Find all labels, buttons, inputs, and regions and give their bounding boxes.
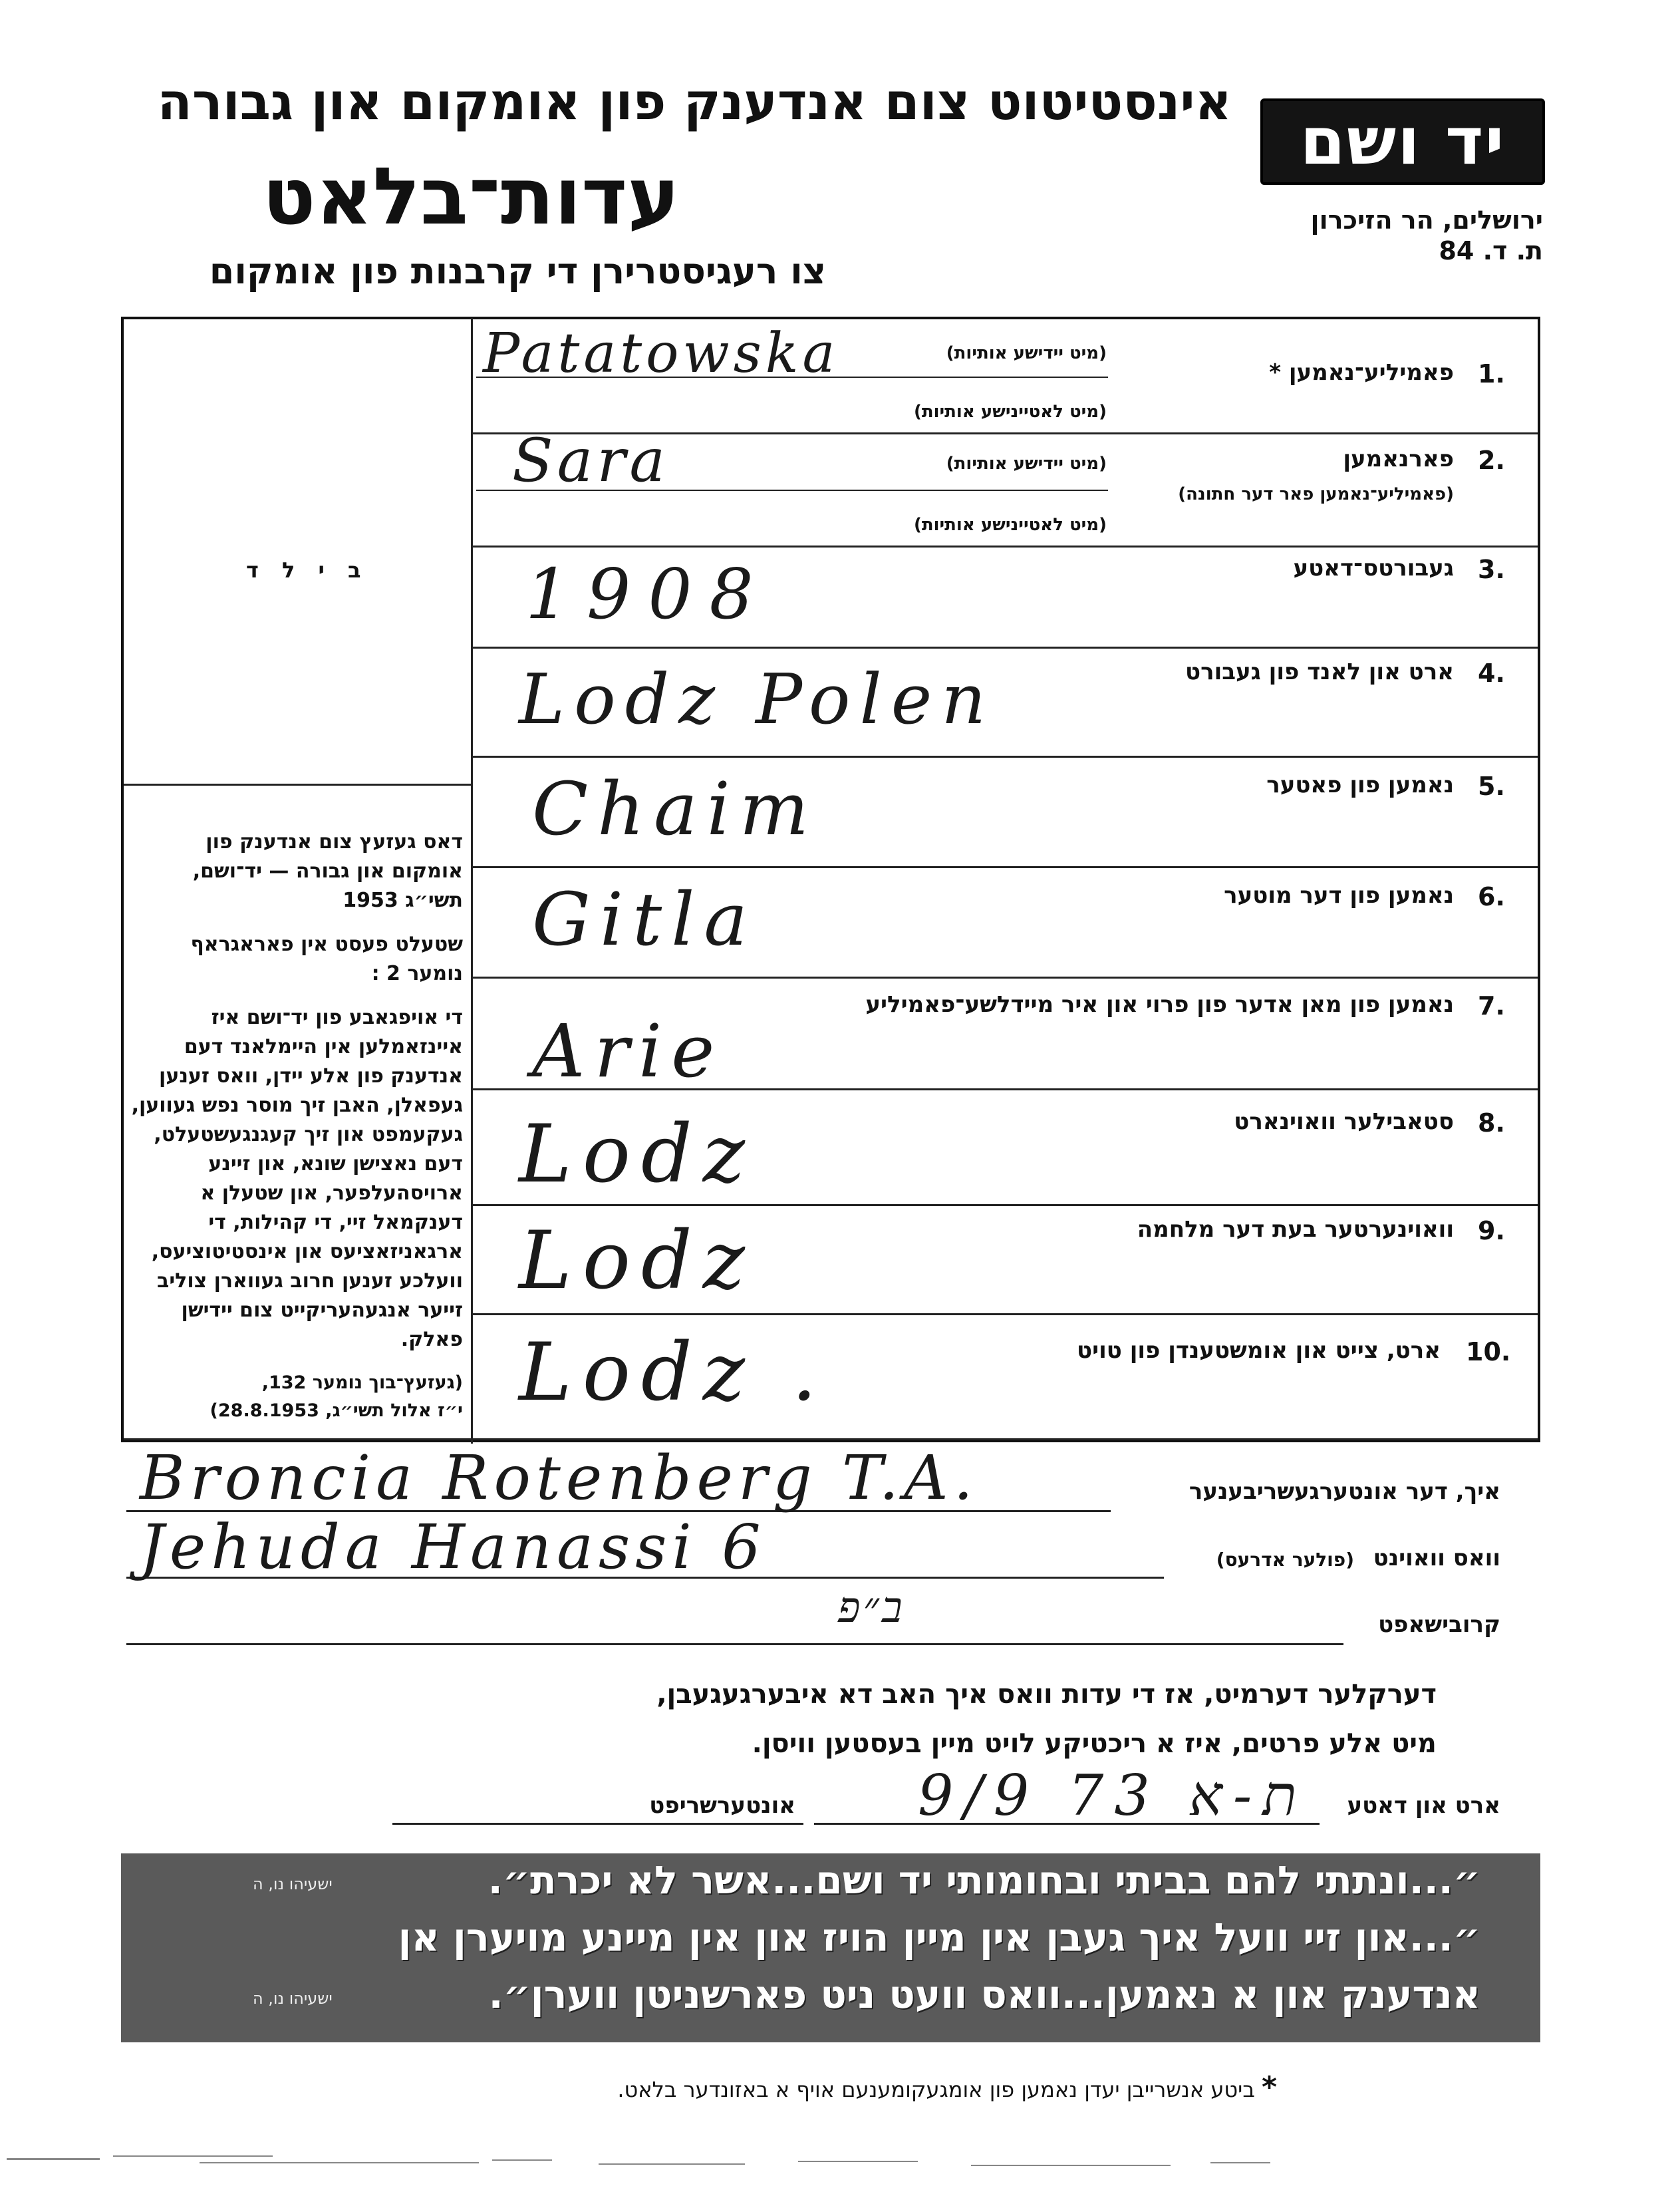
law-citation xyxy=(130,1369,463,1425)
field-number: 4. xyxy=(1478,659,1505,688)
note-latin-letters: (מיט לאטיינישע אותיות) xyxy=(913,515,1107,535)
law-intro: דאס געזעץ צום אנדענק פון אומקום און גבורה — יד־ושם, תשי״ג 1953 xyxy=(192,830,463,912)
value-first-name[interactable]: Sara xyxy=(512,426,669,496)
value-birth-place[interactable]: Lodz Polen xyxy=(519,659,996,740)
relationship-line xyxy=(126,1643,1343,1645)
scan-noise xyxy=(0,2149,1680,2175)
footnote xyxy=(412,2070,1277,2104)
field-label-wartime-residence: וואוינערטער בעת דער מלחמה xyxy=(1137,1216,1454,1243)
value-place-date[interactable]: 9/9 73 ת-א xyxy=(918,1763,1308,1828)
row-divider xyxy=(472,546,1538,548)
row-divider xyxy=(472,1313,1538,1315)
field-number: 3. xyxy=(1478,555,1505,584)
page-subtitle: צו רעגיסטרירן די קרבנות פון אומקום xyxy=(209,250,826,292)
law-citation-date: י״ז אלול תשי״ג, 28.8.1953) xyxy=(210,1400,463,1421)
declaration-line-2: מיט אלע פרטים, איז א ריכטיקע לויט מיין בעסטען וויסן. xyxy=(752,1728,1437,1759)
field-label-mother-name: נאמען פון דער מוטער xyxy=(1224,882,1454,909)
banner-quote-yiddish-2: אנדענק און א נאמען...וואס וועט ניט פארשניטן ווערן״. xyxy=(488,1972,1480,2017)
institute-title: אינסטיטוט צום אנדענק פון אומקום און גבורה xyxy=(157,72,1232,131)
signature-line-left xyxy=(392,1823,612,1825)
law-body: די אויפגאבע פון יד־ושם איז איינזאמלען אין היימלאנד דעם אנדענק פון אלע יידן, וואס זענען געפאלן, האבן זיך מוסר נפש געווען, געקעמפט און זיך קעגנגעשטעלט, דעם נאצישן שונא, און זיינע ארויסהעלפער, און שטעלן א דענקמאל זיי, די קהילות, די ארגאניזאציעס און אינסטיטוציעס, וועלכע זענען חרוב געווארן צוליב זייער אנגעהעריקייט צום יידישן פאלק. xyxy=(131,1006,463,1351)
note-maiden-name: (פאמיליע־נאמען פאר דער חתונה) xyxy=(1178,484,1454,504)
value-undersigned[interactable]: Broncia Rotenberg T.A. xyxy=(140,1442,978,1513)
banner-quote-yiddish-1: ״...און זיי וועל איך געבן אין מיין הויז און אין מיינע מויערן אן xyxy=(398,1915,1480,1960)
value-spouse-name[interactable]: Arie xyxy=(532,1009,724,1094)
left-panel-divider xyxy=(471,318,473,1444)
field-label-birth-place: ארט און לאנד פון געבורט xyxy=(1185,659,1454,685)
note-yiddish-letters: (מיט יידישע אותיות) xyxy=(946,343,1107,363)
banner-quote-hebrew: ״...ונתתי להם בביתי ובחומותי יד ושם...אשר לא יכרת״. xyxy=(488,1857,1480,1903)
photo-box-bottom xyxy=(124,784,471,786)
yad-vashem-logo xyxy=(1260,98,1545,185)
logo-text: יד ושם xyxy=(1300,104,1506,180)
row-divider xyxy=(472,866,1538,868)
signature-line-right xyxy=(612,1823,803,1825)
label-relationship: קרובישאפט xyxy=(1378,1611,1500,1638)
value-death-circumstances[interactable]: Lodz . xyxy=(519,1327,828,1419)
note-yiddish-letters: (מיט יידישע אותיות) xyxy=(946,454,1107,474)
address-line: ירושלים, הר הזיכרון xyxy=(1310,206,1543,235)
field-label-death-circumstances: ארט, צייט און אומשטענדן פון טויט xyxy=(1076,1337,1441,1364)
field-label-first-name: פארנאמען xyxy=(1343,446,1454,472)
banner-ref-2: ישעיהו נו, ה xyxy=(253,1989,333,2008)
field-number: 7. xyxy=(1478,991,1505,1021)
label-signature: אונטערשריפט xyxy=(649,1792,795,1819)
field-number: 1. xyxy=(1478,359,1505,389)
po-box-line: ת. ד. 84 xyxy=(1439,236,1543,265)
field-number: 5. xyxy=(1478,772,1505,801)
field-number: 10. xyxy=(1466,1337,1511,1366)
field-label-family-name: פאמיליע־נאמען * xyxy=(1269,359,1454,386)
value-address[interactable]: Jehuda Hanassi 6 xyxy=(140,1511,766,1583)
note-latin-letters: (מיט לאטיינישע אותיות) xyxy=(913,402,1107,422)
value-wartime-residence[interactable]: Lodz xyxy=(519,1215,756,1307)
label-address: וואס וואוינט xyxy=(1373,1545,1500,1571)
field-number: 9. xyxy=(1478,1216,1505,1245)
field-number: 8. xyxy=(1478,1108,1505,1138)
note-full-address: (פולער אדרעס) xyxy=(1216,1549,1354,1571)
row-divider xyxy=(472,977,1538,979)
label-place-date: ארט און דאטע xyxy=(1347,1792,1500,1819)
value-father-name[interactable]: Chaim xyxy=(532,766,819,852)
photo-label: ב י ל ד xyxy=(246,557,369,583)
value-relationship[interactable]: ב״פ xyxy=(838,1583,905,1633)
field-label-permanent-residence: סטאבילער וואוינארט xyxy=(1234,1108,1454,1135)
field-number: 2. xyxy=(1478,446,1505,475)
field-number: 6. xyxy=(1478,882,1505,911)
value-birth-date[interactable]: 1908 xyxy=(525,553,771,635)
law-paragraph-ref: שטעלט פעסט אין פאראגראף נומער 2 : xyxy=(190,933,463,985)
page-title: עדות־בלאט xyxy=(262,150,680,242)
field-label-father-name: נאמען פון פאטער xyxy=(1266,772,1454,798)
form-section-divider xyxy=(124,1438,1538,1440)
footnote-text: ביטע אנשרייבן יעדן נאמען פון אומגעקומענעם אויף א באזונדער בלאט. xyxy=(617,2077,1255,2102)
value-family-name[interactable]: Patatowska xyxy=(483,322,839,385)
banner-ref-1: ישעיהו נו, ה xyxy=(253,1875,333,1893)
declaration-line-1: דערקלער דערמיט, אז די עדות וואס איך האב דא איבערגעגעבן, xyxy=(656,1679,1437,1710)
value-mother-name[interactable]: Gitla xyxy=(532,877,758,962)
address-block xyxy=(1250,205,1543,266)
label-undersigned: איך, דער אונטערגעשריבענער xyxy=(1189,1478,1500,1505)
row-divider xyxy=(472,647,1538,649)
law-text-panel xyxy=(130,828,463,1440)
field-label-spouse-name: נאמען פון מאן אדער פון פרוי און איר מיידלשע־פאמיליע xyxy=(865,991,1454,1018)
value-permanent-residence[interactable]: Lodz xyxy=(519,1108,756,1201)
row-divider xyxy=(472,1204,1538,1206)
field-label-birth-date: געבורטס־דאטע xyxy=(1293,555,1454,581)
footnote-star: * xyxy=(1261,2070,1277,2104)
row-divider xyxy=(472,756,1538,758)
law-citation-line: (געזעץ־בוך נומער 132, xyxy=(261,1372,463,1393)
